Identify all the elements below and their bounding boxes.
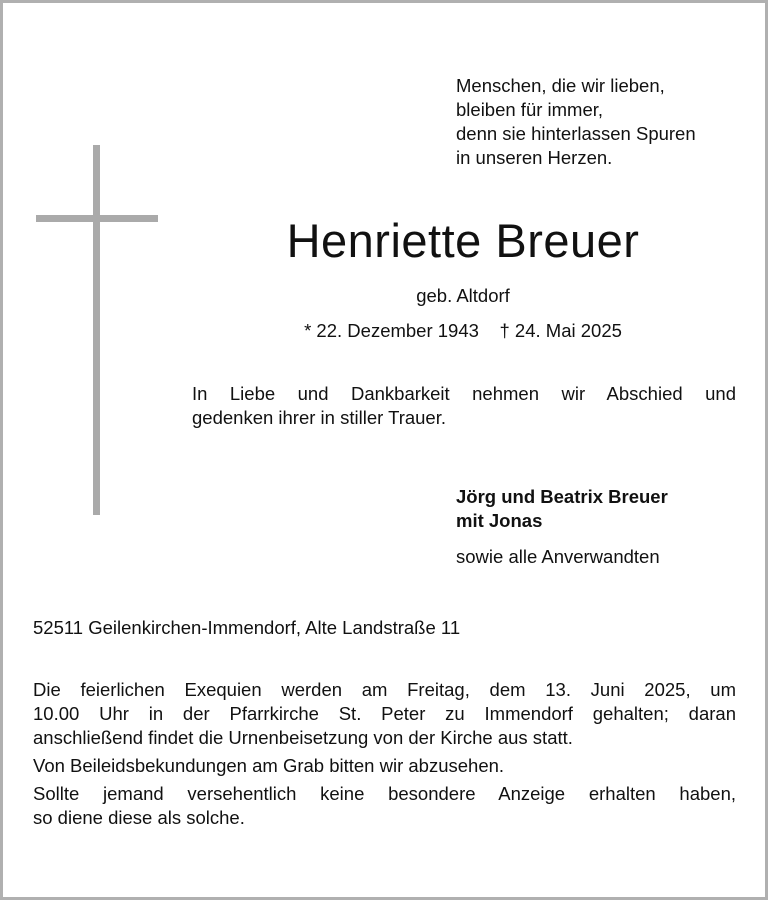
farewell-text [192, 382, 736, 430]
service-line: Die feierlichen Exequien werden am Freitag, dem 13. Juni 2025, um [33, 679, 736, 700]
birth-date: * 22. Dezember 1943 [304, 320, 479, 341]
poem-line: bleiben für immer, [456, 99, 604, 120]
service-line: anschließend findet die Urnenbeisetzung von der Kirche aus statt. [33, 727, 573, 748]
mourner-name: mit Jonas [456, 510, 543, 531]
address: 52511 Geilenkirchen-Immendorf, Alte Landstraße 11 [33, 617, 461, 638]
notice-line: so diene diese als solche. [33, 807, 245, 828]
poem-line: in unseren Herzen. [456, 147, 613, 168]
obituary-notice [3, 3, 765, 897]
poem-line: Menschen, die wir lieben, [456, 75, 665, 96]
maiden-name: geb. Altdorf [416, 285, 510, 306]
deceased-name: Henriette Breuer [286, 214, 640, 267]
mourners-others: sowie alle Anverwandten [456, 546, 660, 567]
cross-icon [93, 145, 100, 515]
cross-icon-bar [36, 215, 158, 222]
death-date: † 24. Mai 2025 [499, 320, 622, 341]
condolence-note: Von Beileidsbekundungen am Grab bitten wir abzusehen. [33, 755, 505, 776]
farewell-line: gedenken ihrer in stiller Trauer. [192, 407, 446, 428]
service-text [33, 678, 736, 830]
mourners [456, 485, 668, 569]
poem [456, 74, 696, 170]
service-line: 10.00 Uhr in der Pfarrkirche St. Peter zu Immendorf gehalten; daran [33, 703, 736, 724]
farewell-line: In Liebe und Dankbarkeit nehmen wir Abschied und [192, 383, 736, 404]
mourner-name: Jörg und Beatrix Breuer [456, 486, 668, 507]
notice-line: Sollte jemand versehentlich keine besondere Anzeige erhalten haben, [33, 783, 736, 804]
poem-line: denn sie hinterlassen Spuren [456, 123, 696, 144]
life-dates [153, 319, 768, 343]
